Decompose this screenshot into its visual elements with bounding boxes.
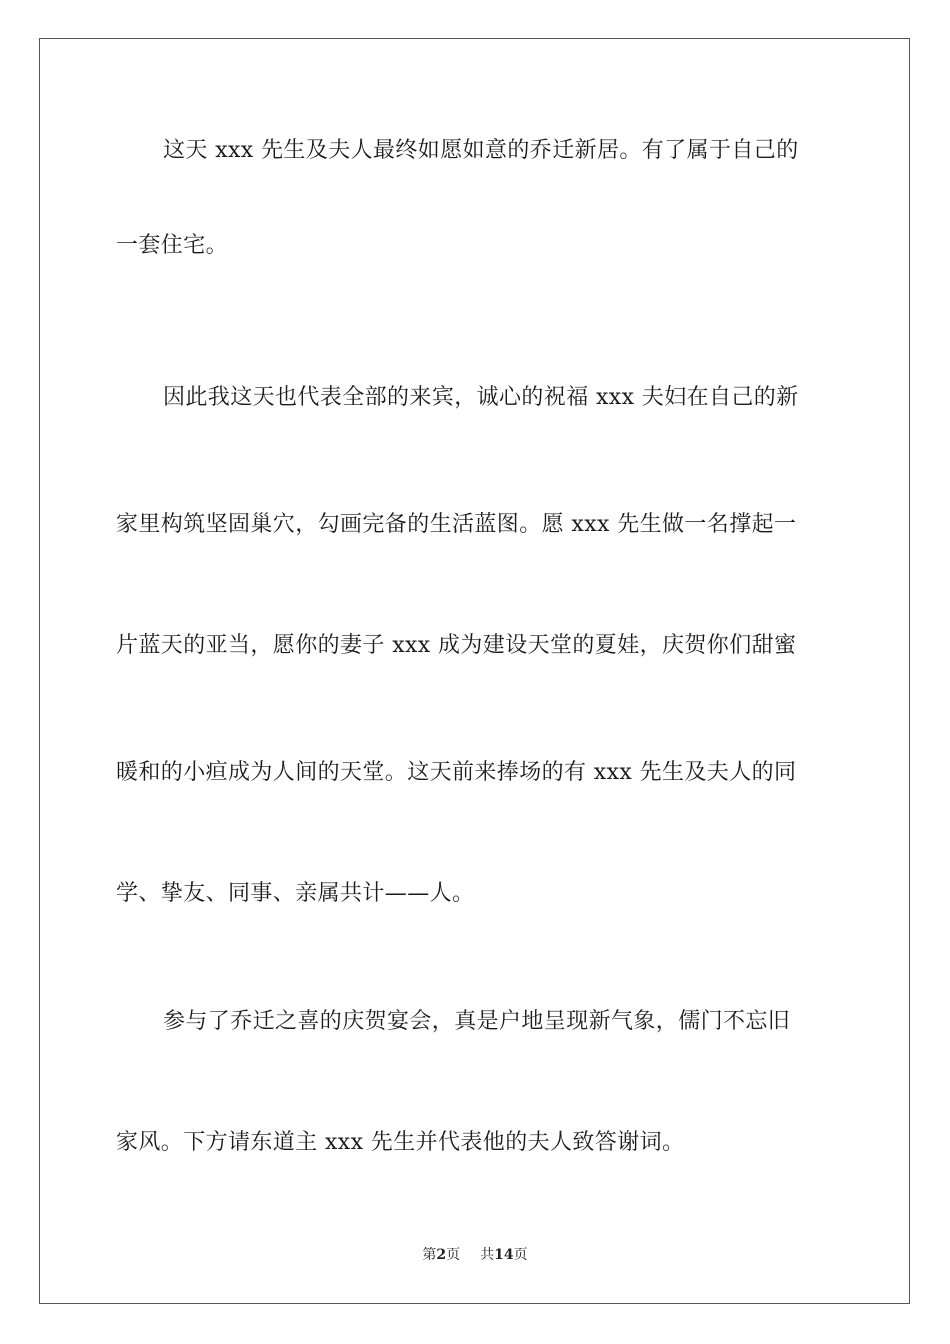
paragraph-1-line-2: 一套住宅。	[116, 233, 229, 258]
page-border	[39, 38, 910, 1304]
paragraph-1-line-1: 这天 xxx 先生及夫人最终如愿如意的乔迁新居。有了属于自己的	[163, 138, 799, 163]
paragraph-2-line-5: 学、挚友、同事、亲属共计——人。	[116, 881, 475, 906]
paragraph-2-line-2: 家里构筑坚固巢穴，勾画完备的生活蓝图。愿 xxx 先生做一名撑起一	[116, 512, 797, 537]
paragraph-2-line-4: 暖和的小疸成为人间的天堂。这天前来捧场的有 xxx 先生及夫人的同	[116, 760, 797, 785]
paragraph-3-line-1: 参与了乔迁之喜的庆贺宴会，真是户地呈现新气象，儒门不忘旧	[163, 1009, 791, 1034]
page-total: 14	[494, 1247, 514, 1263]
paragraph-3-line-2: 家风。下方请东道主 xxx 先生并代表他的夫人致答谢词。	[116, 1130, 685, 1155]
total-prefix: 共	[480, 1247, 495, 1263]
paragraph-2-line-3: 片蓝天的亚当，愿你的妻子 xxx 成为建设天堂的夏娃，庆贺你们甜蜜	[116, 633, 797, 658]
page-current: 2	[436, 1247, 447, 1263]
page-suffix: 页	[446, 1247, 461, 1263]
page-prefix: 第	[422, 1247, 437, 1263]
paragraph-2-line-1: 因此我这天也代表全部的来宾，诚心的祝福 xxx 夫妇在自己的新	[163, 385, 799, 410]
page-footer	[0, 1245, 950, 1265]
total-suffix: 页	[513, 1247, 528, 1263]
